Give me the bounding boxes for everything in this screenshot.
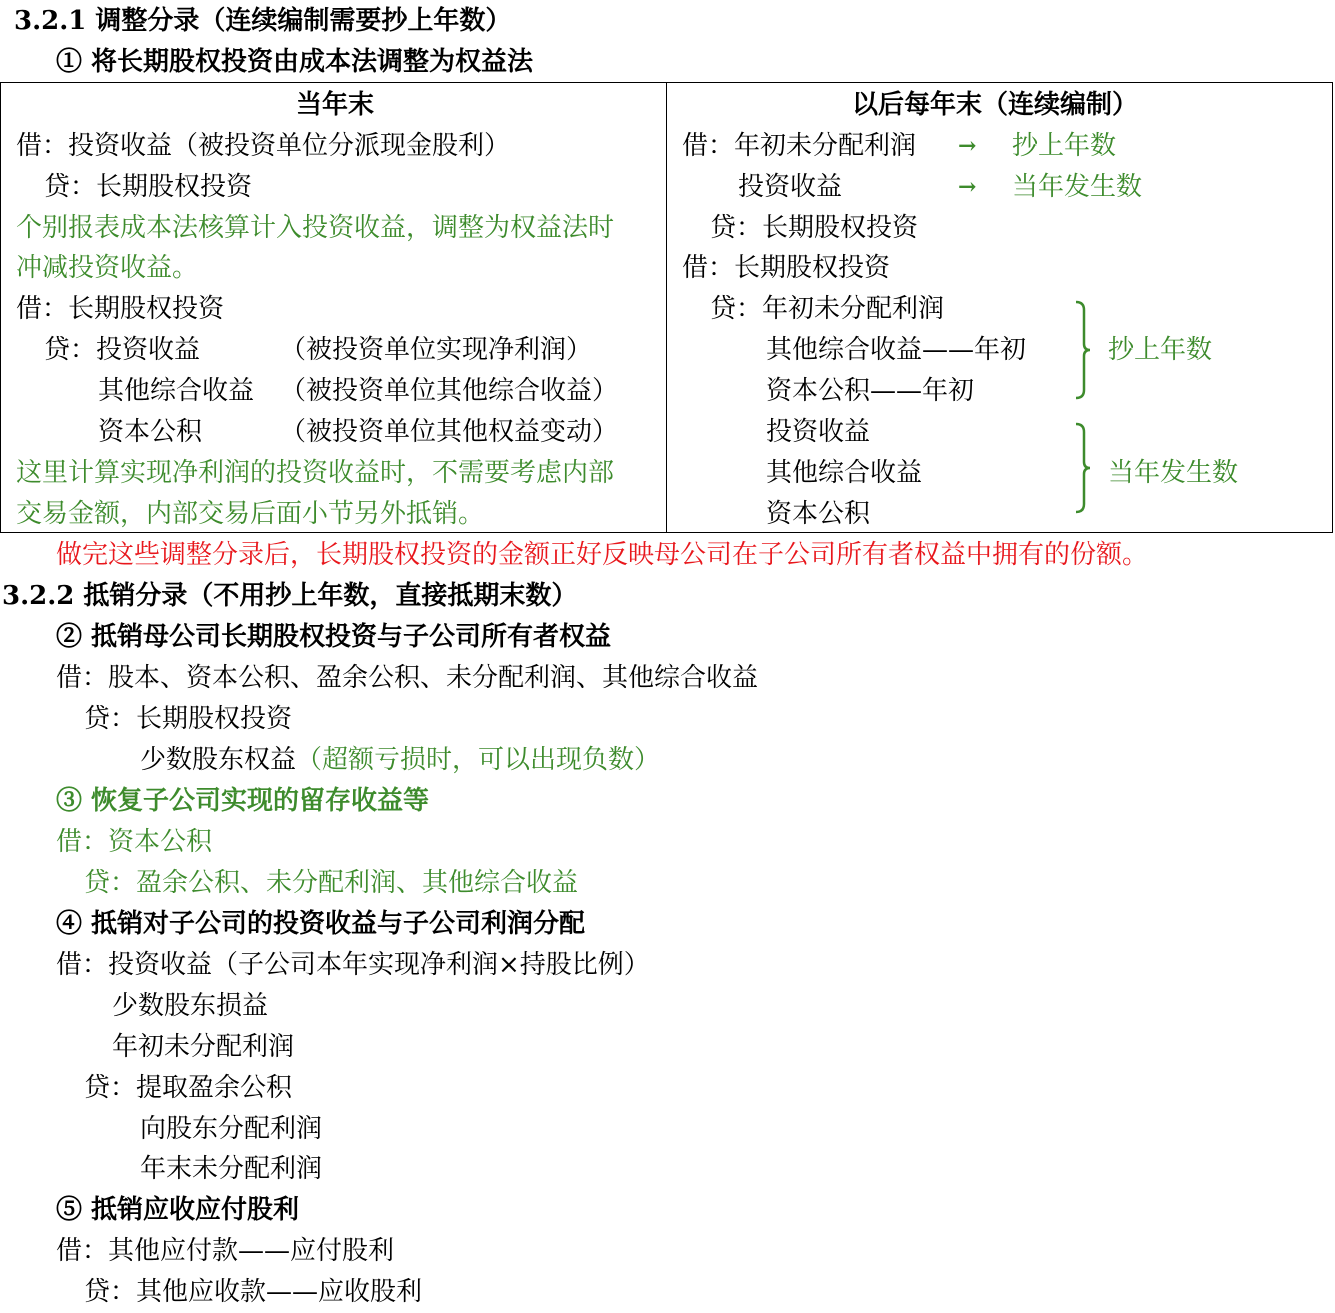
left-row-5a: 其他综合收益 [98, 376, 255, 406]
s2-line-3 [140, 743, 660, 777]
s2-line-3-main: 少数股东权益 [140, 745, 297, 775]
s4-line-4: 贷：提取盈余公积 [84, 1073, 293, 1103]
s4-line-3: 年初未分配利润 [112, 1032, 295, 1062]
subsection-1-title: ① 将长期股权投资由成本法调整为权益法 [56, 47, 534, 77]
s4-line-6: 年末未分配利润 [140, 1154, 323, 1184]
right-header: 以后每年末（连续编制） [852, 90, 1139, 120]
s4-line-1: 借：投资收益（子公司本年实现净利润×持股比例） [56, 950, 650, 980]
right-row-2: 投资收益 [738, 172, 843, 202]
right-row-4: 借：长期股权投资 [682, 253, 891, 283]
right-note-2: 当年发生数 [1012, 172, 1143, 202]
s3-line-1: 借：资本公积 [56, 827, 213, 857]
s4-line-5: 向股东分配利润 [140, 1114, 323, 1144]
s5-line-2: 贷：其他应收款——应收股利 [84, 1277, 423, 1307]
left-row-6a: 资本公积 [98, 417, 203, 447]
left-row-3: 借：长期股权投资 [16, 294, 225, 324]
red-note: 做完这些调整分录后，长期股权投资的金额正好反映母公司在子公司所有者权益中拥有的份额。 [56, 540, 1149, 570]
s3-line-2: 贷：盈余公积、未分配利润、其他综合收益 [84, 868, 579, 898]
right-row-6: 其他综合收益——年初 [766, 335, 1027, 365]
left-row-5b: （被投资单位其他综合收益） [280, 376, 619, 406]
right-row-3: 贷：长期股权投资 [710, 213, 919, 243]
table-divider [666, 82, 667, 533]
s4-line-2: 少数股东损益 [112, 991, 269, 1021]
left-note-2b: 交易金额，内部交易后面小节另外抵销。 [16, 499, 485, 529]
left-note-1b: 冲减投资收益。 [16, 253, 199, 283]
right-arrow-2: → [958, 174, 977, 200]
left-row-4b: （被投资单位实现净利润） [280, 335, 593, 365]
section-322-title: 3.2.2 抵销分录（不用抄上年数，直接抵期末数） [2, 581, 578, 611]
left-row-4a: 贷：投资收益 [44, 335, 201, 365]
s2-line-2: 贷：长期股权投资 [84, 704, 293, 734]
section-321-title: 3.2.1 调整分录（连续编制需要抄上年数） [14, 6, 512, 36]
left-note-1a: 个别报表成本法核算计入投资收益，调整为权益法时 [16, 213, 615, 243]
right-row-1: 借：年初未分配利润 [682, 131, 917, 161]
right-row-8: 投资收益 [766, 417, 871, 447]
left-note-2a: 这里计算实现净利润的投资收益时，不需要考虑内部 [16, 458, 615, 488]
right-row-10: 资本公积 [766, 499, 871, 529]
s5-line-1: 借：其他应付款——应付股利 [56, 1236, 395, 1266]
left-row-2: 贷：长期股权投资 [44, 172, 253, 202]
right-row-5: 贷：年初未分配利润 [710, 294, 945, 324]
subsection-2-title: ② 抵销母公司长期股权投资与子公司所有者权益 [56, 622, 612, 652]
right-brace-1-note: 抄上年数 [1108, 335, 1213, 365]
right-brace-2-note: 当年发生数 [1108, 458, 1239, 488]
right-arrow-1: → [958, 133, 977, 159]
s2-line-3-note: （超额亏损时，可以出现负数） [296, 745, 661, 775]
left-row-6b: （被投资单位其他权益变动） [280, 417, 619, 447]
right-row-9: 其他综合收益 [766, 458, 923, 488]
subsection-5-title: ⑤ 抵销应收应付股利 [56, 1195, 300, 1225]
s2-line-1: 借：股本、资本公积、盈余公积、未分配利润、其他综合收益 [56, 663, 759, 693]
right-brace-icon [1070, 300, 1094, 400]
left-row-1: 借：投资收益（被投资单位分派现金股利） [16, 131, 511, 161]
right-brace-icon [1070, 422, 1094, 514]
right-row-7: 资本公积——年初 [766, 376, 975, 406]
subsection-4-title: ④ 抵销对子公司的投资收益与子公司利润分配 [56, 909, 586, 939]
right-note-1: 抄上年数 [1012, 131, 1117, 161]
subsection-3-title: ③ 恢复子公司实现的留存收益等 [56, 786, 430, 816]
left-header: 当年末 [296, 90, 375, 120]
